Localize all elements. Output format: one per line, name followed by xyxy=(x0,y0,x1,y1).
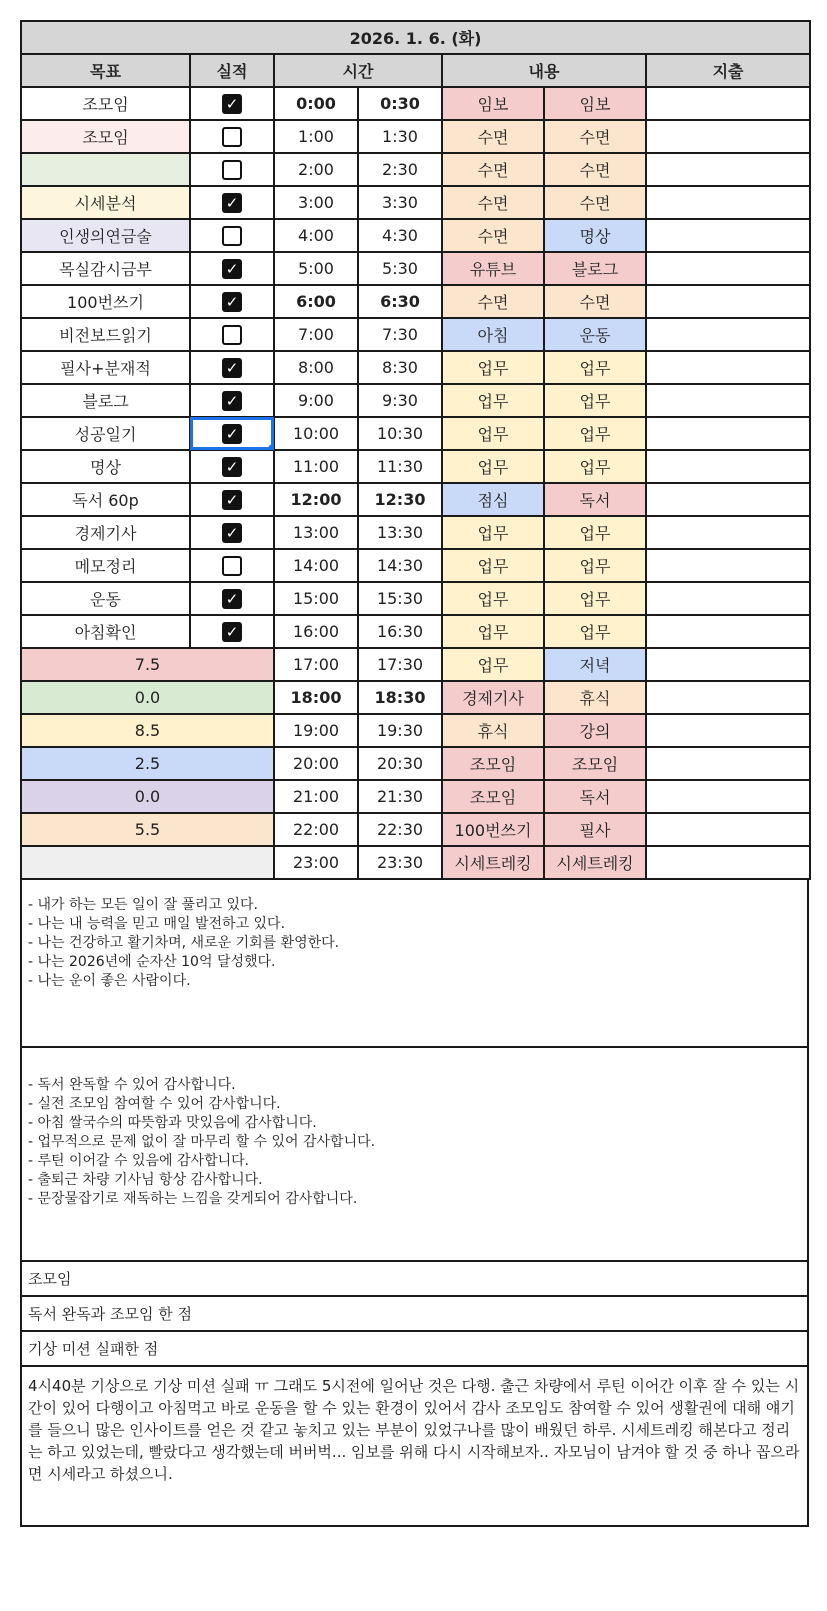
table-row xyxy=(21,252,810,285)
goal-cell[interactable] xyxy=(21,153,190,186)
time-cell[interactable]: 16:00 xyxy=(274,615,358,648)
time-cell[interactable]: 23:30 xyxy=(358,846,442,879)
summary-hours-cell[interactable]: 0.0 xyxy=(21,780,274,813)
expense-cell[interactable] xyxy=(646,813,810,846)
content-cell[interactable]: 점심 xyxy=(442,483,544,516)
table-row xyxy=(21,318,810,351)
checkbox-icon[interactable]: ✓ xyxy=(222,358,242,378)
time-cell[interactable]: 11:30 xyxy=(358,450,442,483)
time-cell[interactable]: 6:00 xyxy=(274,285,358,318)
content-cell[interactable]: 필사 xyxy=(544,813,646,846)
time-cell[interactable]: 13:00 xyxy=(274,516,358,549)
gratitude-line: - 독서 완독할 수 있어 감사합니다. xyxy=(28,1077,236,1093)
done-cell[interactable] xyxy=(190,351,274,384)
goal-cell[interactable]: 조모임 xyxy=(21,87,190,120)
content-cell[interactable]: 업무 xyxy=(442,351,544,384)
content-cell[interactable]: 업무 xyxy=(442,549,544,582)
time-cell[interactable]: 22:00 xyxy=(274,813,358,846)
done-cell[interactable] xyxy=(190,417,274,450)
done-cell[interactable] xyxy=(190,483,274,516)
expense-cell[interactable] xyxy=(646,219,810,252)
time-cell[interactable]: 2:30 xyxy=(358,153,442,186)
content-cell[interactable]: 조모임 xyxy=(442,780,544,813)
content-cell[interactable]: 아침 xyxy=(442,318,544,351)
content-cell[interactable]: 업무 xyxy=(442,417,544,450)
content-cell[interactable]: 운동 xyxy=(544,318,646,351)
time-cell[interactable]: 4:30 xyxy=(358,219,442,252)
note-line-3[interactable]: 기상 미션 실패한 점 xyxy=(20,1332,809,1367)
checkbox-icon[interactable]: ✓ xyxy=(222,325,242,345)
time-cell[interactable]: 11:00 xyxy=(274,450,358,483)
table-row xyxy=(21,186,810,219)
checkbox-icon[interactable]: ✓ xyxy=(222,622,242,642)
time-cell[interactable]: 3:00 xyxy=(274,186,358,219)
affirmation-line: - 나는 내 능력을 믿고 매일 발전하고 있다. xyxy=(28,916,286,932)
expense-cell[interactable] xyxy=(646,384,810,417)
goal-cell[interactable]: 경제기사 xyxy=(21,516,190,549)
time-cell[interactable]: 22:30 xyxy=(358,813,442,846)
time-cell[interactable]: 7:00 xyxy=(274,318,358,351)
note-line-1[interactable]: 조모임 xyxy=(20,1262,809,1297)
summary-hours-cell[interactable]: 2.5 xyxy=(21,747,274,780)
expense-cell[interactable] xyxy=(646,846,810,879)
table-row xyxy=(21,351,810,384)
expense-cell[interactable] xyxy=(646,714,810,747)
content-cell[interactable]: 명상 xyxy=(544,219,646,252)
content-cell[interactable]: 조모임 xyxy=(442,747,544,780)
table-row xyxy=(21,780,810,813)
content-cell[interactable]: 업무 xyxy=(544,549,646,582)
time-cell[interactable]: 2:00 xyxy=(274,153,358,186)
done-cell[interactable] xyxy=(190,582,274,615)
content-cell[interactable]: 수면 xyxy=(544,285,646,318)
time-cell[interactable]: 3:30 xyxy=(358,186,442,219)
time-cell[interactable]: 8:30 xyxy=(358,351,442,384)
schedule-table xyxy=(20,20,811,880)
expense-cell[interactable] xyxy=(646,615,810,648)
gratitude-line: - 아침 쌀국수의 따뜻함과 맛있음에 감사합니다. xyxy=(28,1115,317,1131)
checkbox-icon[interactable]: ✓ xyxy=(222,259,242,279)
table-row xyxy=(21,120,810,153)
time-cell[interactable]: 9:30 xyxy=(358,384,442,417)
time-cell[interactable]: 12:00 xyxy=(274,483,358,516)
content-cell[interactable]: 업무 xyxy=(544,384,646,417)
summary-hours-cell[interactable]: 5.5 xyxy=(21,813,274,846)
content-cell[interactable]: 휴식 xyxy=(544,681,646,714)
expense-cell[interactable] xyxy=(646,318,810,351)
checkbox-icon[interactable]: ✓ xyxy=(222,556,242,576)
content-cell[interactable]: 시세트레킹 xyxy=(442,846,544,879)
table-row xyxy=(21,648,810,681)
content-cell[interactable]: 유튜브 xyxy=(442,252,544,285)
expense-cell[interactable] xyxy=(646,450,810,483)
time-cell[interactable]: 6:30 xyxy=(358,285,442,318)
schedule-rows xyxy=(21,87,810,879)
affirmation-line: - 나는 운이 좋은 사람이다. xyxy=(28,973,191,989)
expense-cell[interactable] xyxy=(646,252,810,285)
time-cell[interactable]: 10:30 xyxy=(358,417,442,450)
gratitude-line: - 업무적으로 문제 없이 잘 마무리 할 수 있어 감사합니다. xyxy=(28,1134,376,1150)
expense-cell[interactable] xyxy=(646,417,810,450)
time-cell[interactable]: 15:00 xyxy=(274,582,358,615)
time-cell[interactable]: 15:30 xyxy=(358,582,442,615)
time-cell[interactable]: 0:00 xyxy=(274,87,358,120)
affirmation-line: - 나는 2026년에 순자산 10억 달성했다. xyxy=(28,954,276,970)
header-done[interactable]: 실적 xyxy=(190,54,274,87)
time-cell[interactable]: 0:30 xyxy=(358,87,442,120)
table-row xyxy=(21,450,810,483)
content-cell[interactable]: 휴식 xyxy=(442,714,544,747)
time-cell[interactable]: 5:30 xyxy=(358,252,442,285)
time-cell[interactable]: 20:00 xyxy=(274,747,358,780)
time-cell[interactable]: 18:30 xyxy=(358,681,442,714)
checkbox-icon[interactable]: ✓ xyxy=(222,292,242,312)
gratitude-box[interactable] xyxy=(20,1048,809,1262)
time-cell[interactable]: 23:00 xyxy=(274,846,358,879)
summary-hours-cell[interactable]: 0.0 xyxy=(21,681,274,714)
expense-cell[interactable] xyxy=(646,186,810,219)
table-row xyxy=(21,153,810,186)
time-cell[interactable]: 12:30 xyxy=(358,483,442,516)
affirmation-line: - 내가 하는 모든 일이 잘 풀리고 있다. xyxy=(28,897,258,913)
expense-cell[interactable] xyxy=(646,648,810,681)
content-cell[interactable]: 업무 xyxy=(544,351,646,384)
time-cell[interactable]: 21:30 xyxy=(358,780,442,813)
time-cell[interactable]: 20:30 xyxy=(358,747,442,780)
gratitude-line: - 루틴 이어갈 수 있음에 감사합니다. xyxy=(28,1153,250,1169)
time-cell[interactable]: 1:00 xyxy=(274,120,358,153)
checkbox-icon[interactable]: ✓ xyxy=(222,589,242,609)
done-cell[interactable] xyxy=(190,153,274,186)
expense-cell[interactable] xyxy=(646,483,810,516)
summary-hours-cell[interactable]: 7.5 xyxy=(21,648,274,681)
time-cell[interactable]: 5:00 xyxy=(274,252,358,285)
header-time[interactable]: 시간 xyxy=(274,54,442,87)
checkbox-icon[interactable]: ✓ xyxy=(222,457,242,477)
checkbox-icon[interactable]: ✓ xyxy=(222,490,242,510)
content-cell[interactable]: 수면 xyxy=(544,186,646,219)
summary-hours-cell[interactable]: 8.5 xyxy=(21,714,274,747)
checkbox-icon[interactable]: ✓ xyxy=(222,193,242,213)
done-cell[interactable] xyxy=(190,87,274,120)
expense-cell[interactable] xyxy=(646,681,810,714)
table-row xyxy=(21,747,810,780)
content-cell[interactable]: 수면 xyxy=(544,153,646,186)
content-cell[interactable]: 수면 xyxy=(442,186,544,219)
goal-cell[interactable]: 독서 60p xyxy=(21,483,190,516)
gratitude-line: - 출퇴근 차량 기사님 항상 감사합니다. xyxy=(28,1172,263,1188)
content-cell[interactable]: 업무 xyxy=(544,615,646,648)
table-row xyxy=(21,516,810,549)
content-cell[interactable]: 수면 xyxy=(442,153,544,186)
content-cell[interactable]: 수면 xyxy=(442,285,544,318)
content-cell[interactable]: 경제기사 xyxy=(442,681,544,714)
table-row xyxy=(21,615,810,648)
expense-cell[interactable] xyxy=(646,549,810,582)
done-cell[interactable] xyxy=(190,450,274,483)
checkbox-icon[interactable]: ✓ xyxy=(222,160,242,180)
content-cell[interactable]: 수면 xyxy=(544,120,646,153)
time-cell[interactable]: 17:00 xyxy=(274,648,358,681)
done-cell[interactable] xyxy=(190,549,274,582)
header-goal[interactable]: 목표 xyxy=(21,54,190,87)
expense-cell[interactable] xyxy=(646,153,810,186)
table-row xyxy=(21,714,810,747)
expense-cell[interactable] xyxy=(646,120,810,153)
done-cell[interactable] xyxy=(190,384,274,417)
done-cell[interactable] xyxy=(190,120,274,153)
content-cell[interactable]: 업무 xyxy=(442,384,544,417)
expense-cell[interactable] xyxy=(646,780,810,813)
goal-cell[interactable]: 비전보드읽기 xyxy=(21,318,190,351)
table-row xyxy=(21,681,810,714)
time-cell[interactable]: 8:00 xyxy=(274,351,358,384)
content-cell[interactable]: 임보 xyxy=(442,87,544,120)
journal-entry[interactable]: 4시40분 기상으로 기상 미션 실패 ㅠ 그래도 5시전에 일어난 것은 다행. 출근 차량에서 루틴 이어간 이후 잘 수 있는 시간이 있어 다행이고 아침먹고 바로 운동을 할 수 있는 환경이 있어서 감사 조모임도 참여할 수 있어 생활권에 대해 얘기를 들으니 많은 인사이트를 얻은 것 같고 놓치고 있는 부분이 있었구나를 많이 배웠던 하루. 시세트레킹 해본다고 정리는 하고 있었는데, 빨랐다고 생각했는데 버버벅... 임보를 위해 다시 시작해보자.. 자모님이 남겨야 할 것 중 하나 꼽으라면 시세라고 하셨으니. xyxy=(20,1367,809,1527)
goal-cell[interactable]: 시세분석 xyxy=(21,186,190,219)
time-cell[interactable]: 17:30 xyxy=(358,648,442,681)
table-row xyxy=(21,384,810,417)
checkbox-icon[interactable]: ✓ xyxy=(222,94,242,114)
done-cell[interactable] xyxy=(190,516,274,549)
content-cell[interactable]: 조모임 xyxy=(544,747,646,780)
goal-cell[interactable]: 메모정리 xyxy=(21,549,190,582)
goal-cell[interactable]: 운동 xyxy=(21,582,190,615)
content-cell[interactable]: 업무 xyxy=(544,450,646,483)
time-cell[interactable]: 9:00 xyxy=(274,384,358,417)
content-cell[interactable]: 업무 xyxy=(544,417,646,450)
content-cell[interactable]: 100번쓰기 xyxy=(442,813,544,846)
content-cell[interactable]: 저녁 xyxy=(544,648,646,681)
goal-cell[interactable]: 100번쓰기 xyxy=(21,285,190,318)
goal-cell[interactable]: 아침확인 xyxy=(21,615,190,648)
content-cell[interactable]: 업무 xyxy=(442,582,544,615)
time-cell[interactable]: 4:00 xyxy=(274,219,358,252)
affirmations-box[interactable] xyxy=(20,880,809,1048)
time-cell[interactable]: 14:00 xyxy=(274,549,358,582)
checkbox-icon[interactable]: ✓ xyxy=(222,127,242,147)
table-row xyxy=(21,285,810,318)
done-cell[interactable] xyxy=(190,615,274,648)
content-cell[interactable]: 독서 xyxy=(544,483,646,516)
content-cell[interactable]: 업무 xyxy=(442,615,544,648)
gratitude-line: - 실전 조모임 참여할 수 있어 감사합니다. xyxy=(28,1096,281,1112)
expense-cell[interactable] xyxy=(646,87,810,120)
gratitude-line: - 문장물잡기로 재독하는 느낌을 갖게되어 감사합니다. xyxy=(28,1191,358,1207)
table-row xyxy=(21,219,810,252)
content-cell[interactable]: 수면 xyxy=(442,120,544,153)
goal-cell[interactable]: 목실감시금부 xyxy=(21,252,190,285)
content-cell[interactable]: 독서 xyxy=(544,780,646,813)
content-cell[interactable]: 업무 xyxy=(442,450,544,483)
note-line-2[interactable]: 독서 완독과 조모임 한 점 xyxy=(20,1297,809,1332)
affirmation-line: - 나는 건강하고 활기차며, 새로운 기회를 환영한다. xyxy=(28,935,340,951)
goal-cell[interactable]: 인생의연금술 xyxy=(21,219,190,252)
content-cell[interactable]: 수면 xyxy=(442,219,544,252)
content-cell[interactable]: 시세트레킹 xyxy=(544,846,646,879)
time-cell[interactable]: 19:30 xyxy=(358,714,442,747)
table-row xyxy=(21,417,810,450)
checkbox-icon[interactable]: ✓ xyxy=(222,424,242,444)
goal-cell[interactable]: 필사+분재적 xyxy=(21,351,190,384)
header-content[interactable]: 내용 xyxy=(442,54,646,87)
expense-cell[interactable] xyxy=(646,351,810,384)
expense-cell[interactable] xyxy=(646,516,810,549)
time-cell[interactable]: 19:00 xyxy=(274,714,358,747)
table-row xyxy=(21,582,810,615)
selection-handle[interactable] xyxy=(268,444,274,450)
goal-cell[interactable]: 블로그 xyxy=(21,384,190,417)
done-cell[interactable] xyxy=(190,285,274,318)
expense-cell[interactable] xyxy=(646,747,810,780)
table-row xyxy=(21,549,810,582)
time-cell[interactable]: 10:00 xyxy=(274,417,358,450)
header-expense[interactable]: 지출 xyxy=(646,54,810,87)
content-cell[interactable]: 임보 xyxy=(544,87,646,120)
content-cell[interactable]: 업무 xyxy=(544,516,646,549)
table-row xyxy=(21,483,810,516)
goal-cell[interactable]: 명상 xyxy=(21,450,190,483)
done-cell[interactable] xyxy=(190,318,274,351)
time-cell[interactable]: 7:30 xyxy=(358,318,442,351)
table-row xyxy=(21,87,810,120)
content-cell[interactable]: 업무 xyxy=(442,648,544,681)
content-cell[interactable]: 업무 xyxy=(544,582,646,615)
time-cell[interactable]: 16:30 xyxy=(358,615,442,648)
done-cell[interactable] xyxy=(190,186,274,219)
time-cell[interactable]: 13:30 xyxy=(358,516,442,549)
date-title[interactable]: 2026. 1. 6. (화) xyxy=(21,21,810,54)
checkbox-icon[interactable]: ✓ xyxy=(222,226,242,246)
content-cell[interactable]: 블로그 xyxy=(544,252,646,285)
time-cell[interactable]: 14:30 xyxy=(358,549,442,582)
time-cell[interactable]: 21:00 xyxy=(274,780,358,813)
expense-cell[interactable] xyxy=(646,285,810,318)
table-row xyxy=(21,846,810,879)
done-cell[interactable] xyxy=(190,252,274,285)
done-cell[interactable] xyxy=(190,219,274,252)
time-cell[interactable]: 18:00 xyxy=(274,681,358,714)
planner-sheet xyxy=(20,20,809,1527)
content-cell[interactable]: 업무 xyxy=(442,516,544,549)
content-cell[interactable]: 강의 xyxy=(544,714,646,747)
goal-cell[interactable]: 성공일기 xyxy=(21,417,190,450)
table-row xyxy=(21,813,810,846)
goal-cell[interactable]: 조모임 xyxy=(21,120,190,153)
checkbox-icon[interactable]: ✓ xyxy=(222,391,242,411)
summary-hours-cell[interactable] xyxy=(21,846,274,879)
time-cell[interactable]: 1:30 xyxy=(358,120,442,153)
checkbox-icon[interactable]: ✓ xyxy=(222,523,242,543)
expense-cell[interactable] xyxy=(646,582,810,615)
